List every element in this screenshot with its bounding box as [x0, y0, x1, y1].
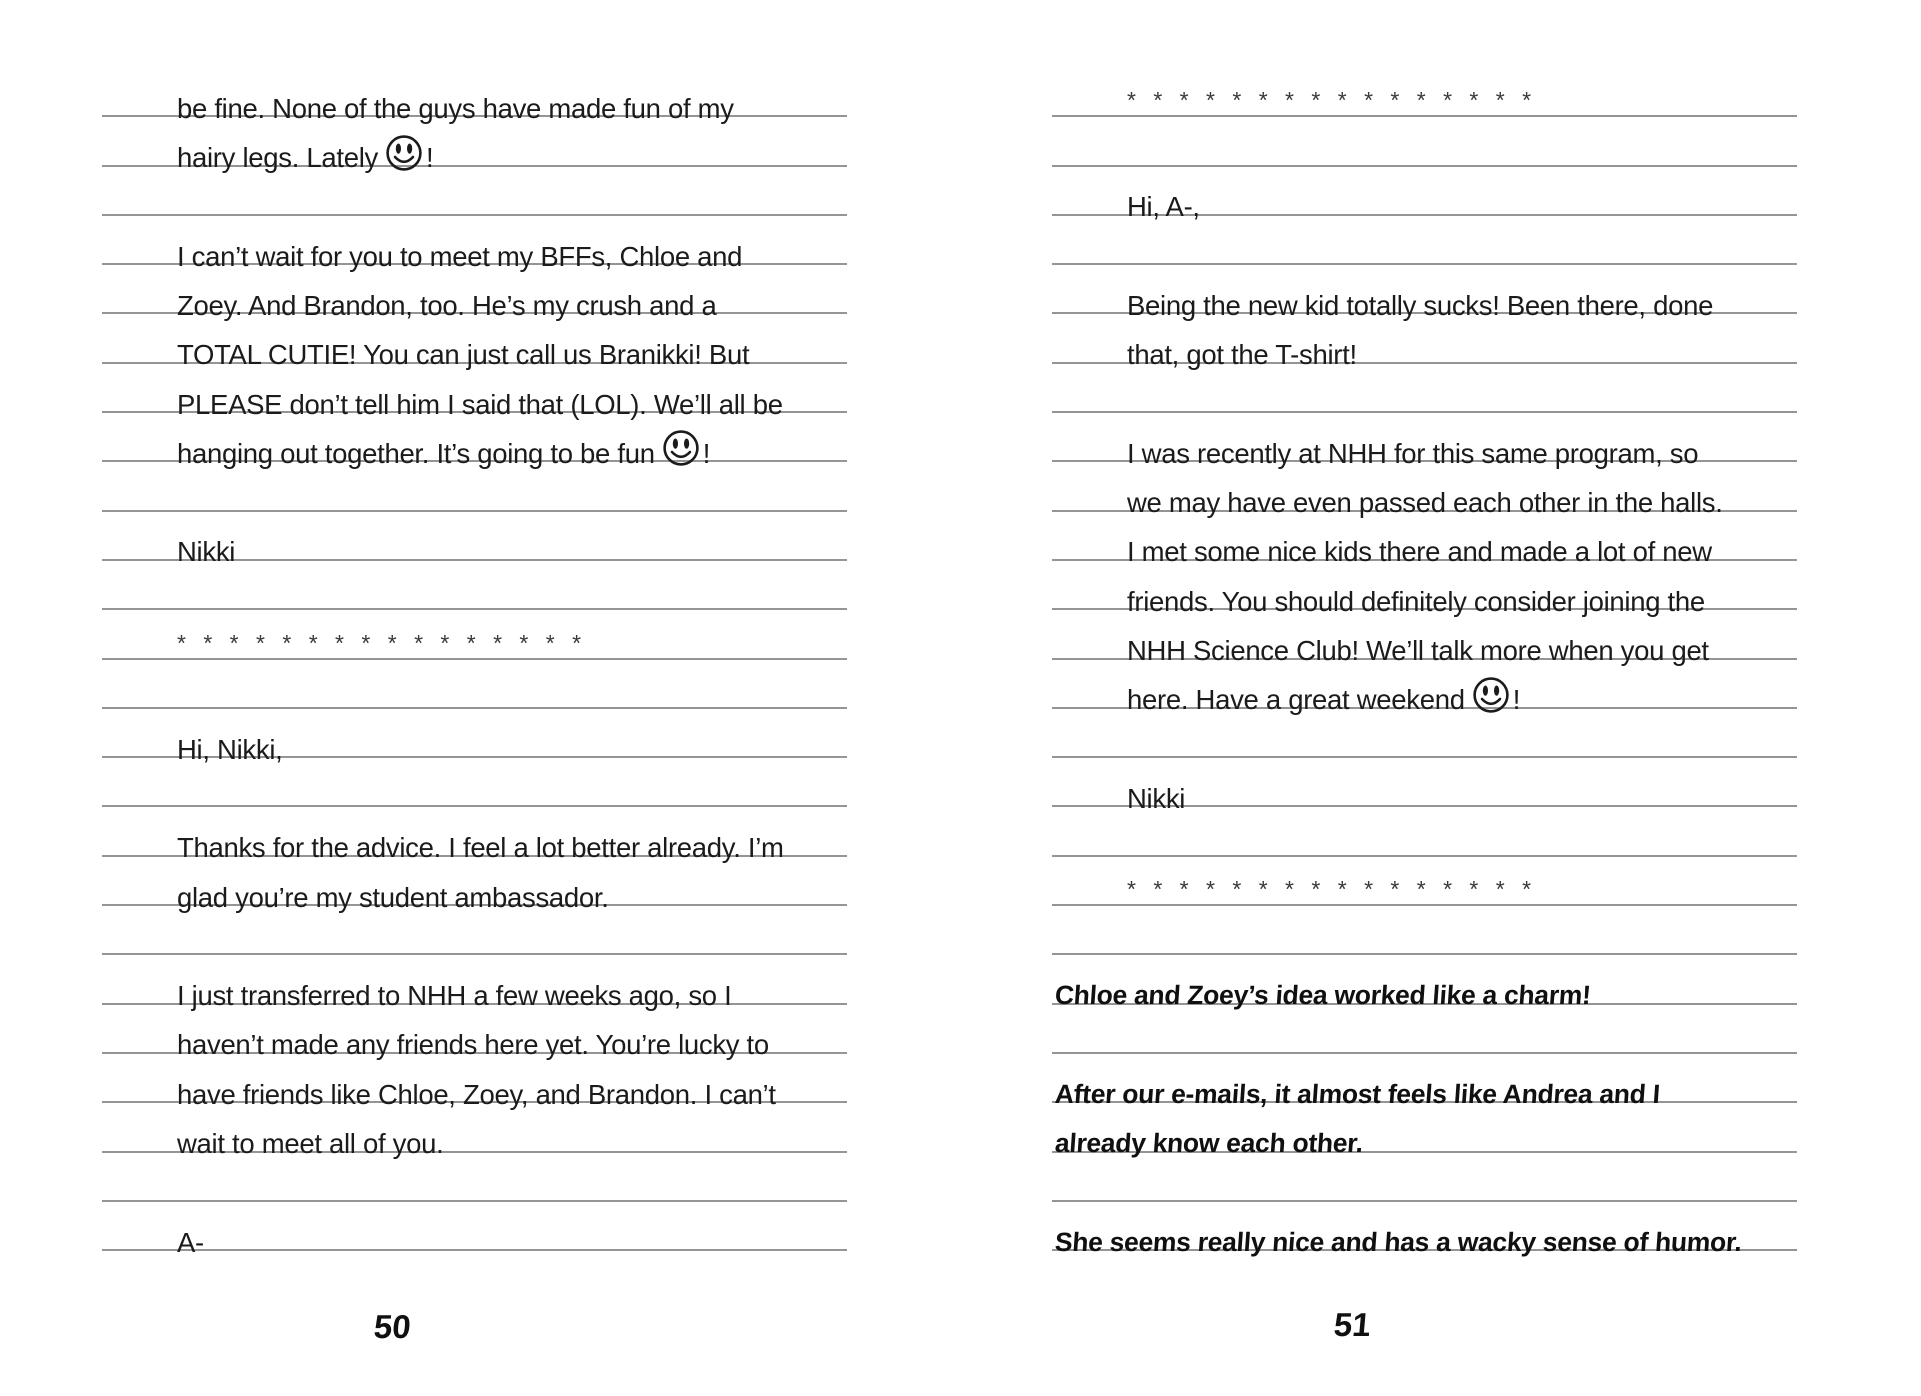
text-line: [1052, 167, 1797, 223]
line-text: Being the new kid totally sucks! Been there, done: [1127, 289, 1714, 321]
blank-ruled-line: [1052, 1005, 1797, 1054]
line-text: Zoey. And Brandon, too. He’s my crush and a: [177, 289, 717, 321]
text-line: [102, 314, 847, 371]
text-line: [1052, 265, 1797, 321]
line-text: hanging out together. It’s going to be fun: [177, 437, 655, 469]
line-text: be fine. None of the guys have made fun of my: [177, 92, 734, 124]
line-text-after: !: [702, 437, 711, 469]
separator-asterisks: * * * * * * * * * * * * * * * *: [177, 629, 582, 656]
text-line: [102, 68, 847, 124]
text-line: [1052, 512, 1797, 568]
text-line: [102, 1103, 847, 1160]
text-line: [1052, 413, 1797, 469]
page-number-right: 51: [1332, 1306, 1373, 1343]
line-text: PLEASE don’t tell him I said that (LOL). We’ll all be: [177, 388, 783, 420]
handwritten-text: already know each other.: [1053, 1128, 1364, 1159]
page-number-left: 50: [372, 1308, 413, 1345]
handwritten-text: After our e-mails, it almost feels like Andrea and I: [1053, 1078, 1661, 1109]
line-text: glad you’re my student ambassador.: [177, 881, 609, 913]
blank-ruled-line: [102, 1153, 847, 1202]
notebook-page-left: [102, 68, 847, 1258]
line-text: TOTAL CUTIE! You can just call us Branikki! But: [177, 339, 750, 371]
line-text: Nikki: [177, 536, 236, 568]
text-line: [102, 1005, 847, 1061]
text-line: [1052, 462, 1797, 519]
line-text: Hi, Nikki,: [177, 733, 283, 765]
line-text: Hi, A-,: [1127, 191, 1200, 223]
blank-ruled-line: [1052, 216, 1797, 265]
text-line: [1052, 758, 1797, 814]
text-line-with-smiley: [1052, 660, 1797, 716]
line-text: here. Have a great weekend: [1127, 684, 1465, 716]
blank-ruled-line: [102, 906, 847, 955]
text-line: [102, 512, 847, 568]
line-text: we may have even passed each other in the halls.: [1127, 487, 1723, 519]
blank-ruled-line: [102, 462, 847, 511]
notebook-page-right: [1052, 68, 1797, 1257]
blank-ruled-line: [1052, 1153, 1797, 1202]
text-line: [1052, 610, 1797, 667]
line-text-after: !: [1512, 684, 1521, 716]
line-text: Thanks for the advice. I feel a lot better already. I’m: [177, 832, 784, 864]
asterisk-separator-line: [102, 610, 847, 659]
blank-ruled-line: [102, 561, 847, 610]
line-text: that, got the T-shirt!: [1127, 339, 1357, 371]
line-text: hairy legs. Lately: [177, 142, 378, 174]
handwritten-text: She seems really nice and has a wacky sense of humor.: [1053, 1226, 1743, 1257]
text-line: [102, 265, 847, 321]
text-line: [102, 955, 847, 1012]
handwritten-line: [1052, 1103, 1797, 1159]
blank-ruled-line: [102, 660, 847, 709]
text-line-with-smiley: [102, 117, 847, 174]
handwritten-text: Chloe and Zoey’s idea worked like a charm!: [1053, 980, 1592, 1011]
text-line: [102, 709, 847, 765]
text-line: [1052, 314, 1797, 371]
line-text: I can’t wait for you to meet my BFFs, Chloe and: [177, 240, 743, 272]
line-text: A-: [177, 1226, 204, 1258]
line-text: I just transferred to NHH a few weeks ago, so I: [177, 980, 732, 1012]
blank-ruled-line: [1052, 709, 1797, 758]
asterisk-separator-line: [1052, 68, 1797, 117]
text-line: [102, 857, 847, 913]
blank-ruled-line: [1052, 364, 1797, 413]
line-text: haven’t made any friends here yet. You’re lucky to: [177, 1029, 769, 1061]
line-text: NHH Science Club! We’ll talk more when you get: [1127, 635, 1709, 667]
line-text: I was recently at NHH for this same program, so: [1127, 437, 1699, 469]
line-text: I met some nice kids there and made a lot of new: [1127, 536, 1712, 568]
line-text: friends. You should definitely consider joining the: [1127, 585, 1705, 617]
separator-asterisks: * * * * * * * * * * * * * * * *: [1127, 87, 1532, 114]
blank-ruled-line: [1052, 906, 1797, 955]
text-line: [102, 807, 847, 864]
line-text-after: !: [425, 142, 434, 174]
blank-ruled-line: [102, 167, 847, 216]
text-line: [102, 364, 847, 420]
blank-ruled-line: [1052, 117, 1797, 166]
text-line: [102, 1054, 847, 1110]
line-text: wait to meet all of you.: [177, 1128, 444, 1160]
asterisk-separator-line: [1052, 857, 1797, 906]
handwritten-line: [1052, 1054, 1797, 1109]
separator-asterisks: * * * * * * * * * * * * * * * *: [1127, 876, 1532, 903]
text-line: [102, 1202, 847, 1258]
handwritten-line: [1052, 955, 1797, 1011]
blank-ruled-line: [102, 758, 847, 807]
text-line: [102, 216, 847, 272]
line-text: have friends like Chloe, Zoey, and Brandon. I can’t: [177, 1078, 776, 1110]
text-line: [1052, 561, 1797, 617]
text-line-with-smiley: [102, 413, 847, 469]
handwritten-line: [1052, 1202, 1797, 1257]
blank-ruled-line: [1052, 807, 1797, 856]
line-text: Nikki: [1127, 782, 1186, 814]
